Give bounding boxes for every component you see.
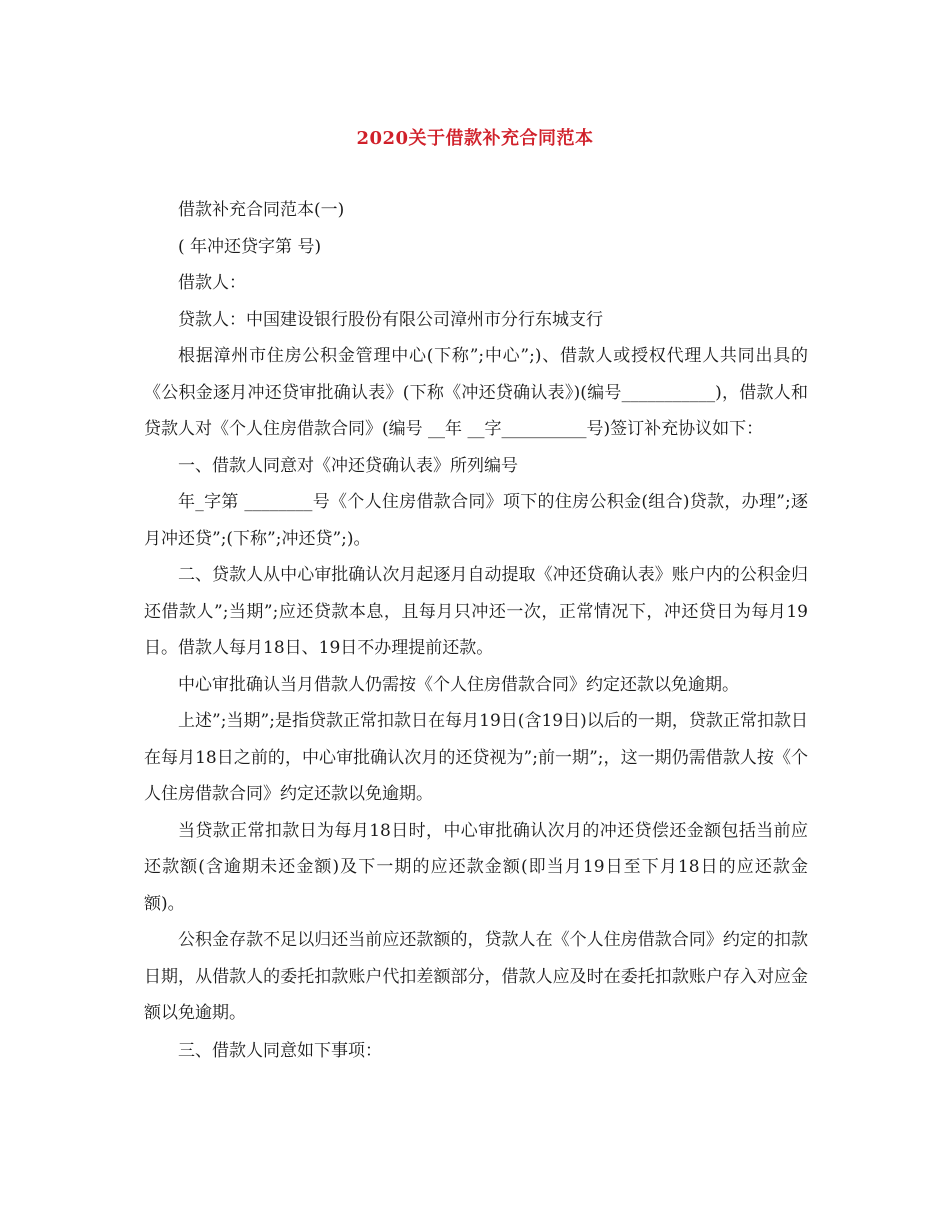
paragraph-contract-number: ( 年冲还贷字第 号) <box>178 236 322 257</box>
document-body <box>144 192 808 1069</box>
paragraph-insufficient-funds: 公积金存款不足以归还当前应还款额的，贷款人在《个人住房借款合同》约定的扣款日期，从借款人的委托扣款账户代扣差额部分，借款人应及时在委托扣款账户存入对应金额以免逾期。 <box>144 930 808 1023</box>
paragraph-clause-2-note: 中心审批确认当月借款人仍需按《个人住房借款合同》约定还款以免逾期。 <box>178 674 739 695</box>
paragraph-preamble: 根据漳州市住房公积金管理中心(下称”;中心”;)、借款人或授权代理人共同出具的《公积金逐月冲还贷审批确认表》(下称《冲还贷确认表》)(编号___________)，借款人和贷款人对《个人住房借款合同》(编号 __年 __字__________号)签订补充协议如下： <box>144 346 808 439</box>
paragraph-heading: 借款补充合同范本(一) <box>178 200 345 220</box>
paragraph-current-period: 上述”;当期”;是指贷款正常扣款日在每月19日(含19日)以后的一期，贷款正常扣款日在每月18日之前的，中心审批确认次月的还贷视为”;前一期”;，这一期仍需借款人按《个人住房借款合同》约定还款以免逾期。 <box>144 711 808 804</box>
paragraph-lender: 贷款人：中国建设银行股份有限公司漳州市分行东城支行 <box>178 309 603 330</box>
paragraph-clause-2: 二、贷款人从中心审批确认次月起逐月自动提取《冲还贷确认表》账户内的公积金归还借款人”;当期”;应还贷款本息，且每月只冲还一次，正常情况下，冲还贷日为每月19日。借款人每月18日、19日不办理提前还款。 <box>144 565 808 658</box>
paragraph-clause-3: 三、借款人同意如下事项： <box>178 1040 382 1061</box>
document-title: 2020关于借款补充合同范本 <box>356 128 594 149</box>
paragraph-day-18: 当贷款正常扣款日为每月18日时，中心审批确认次月的冲还贷偿还金额包括当前应还款额(含逾期未还金额)及下一期的应还款金额(即当月19日至下月18日的应还款金额)。 <box>144 820 808 914</box>
paragraph-clause-1-detail: 年_字第 ________号《个人住房借款合同》项下的住房公积金(组合)贷款，办理”;逐月冲还贷”;(下称”;冲还贷”;)。 <box>144 492 808 549</box>
paragraph-clause-1: 一、借款人同意对《冲还贷确认表》所列编号 <box>178 455 518 476</box>
paragraph-borrower: 借款人： <box>178 273 246 293</box>
